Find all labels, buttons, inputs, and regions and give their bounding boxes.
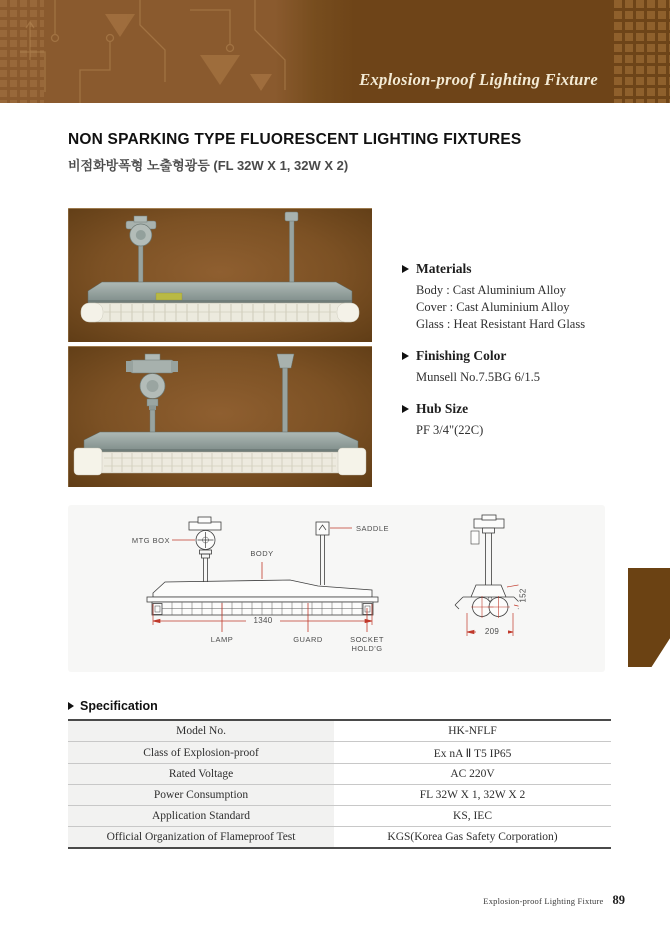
spec-label-cell: Model No. xyxy=(68,720,334,742)
spec-value-cell: AC 220V xyxy=(334,764,611,785)
fixture-photo-1-drawing xyxy=(68,208,372,342)
lamp-tube-assembly xyxy=(74,448,366,475)
width-dimension: 209 xyxy=(476,627,508,636)
socket-label-line1: SOCKET xyxy=(350,635,384,644)
spec-value-cell: Ex nA Ⅱ T5 IP65 xyxy=(334,742,611,764)
section-side-tab xyxy=(628,568,670,667)
finishing-heading xyxy=(402,348,658,364)
spec-value-cell: HK-NFLF xyxy=(448,725,497,737)
product-info-panel xyxy=(402,261,658,454)
material-line: Glass : Heat Resistant Hard Glass xyxy=(416,317,586,331)
header-mosaic-icon xyxy=(614,0,670,103)
spec-value-cell: KS, IEC xyxy=(334,806,611,827)
product-photo-single-lamp xyxy=(68,208,372,342)
finishing-heading-label: Finishing Color xyxy=(416,348,507,363)
socket-holding-label xyxy=(344,635,390,653)
length-dimension: 1340 xyxy=(246,616,280,625)
footer-section-title: Explosion-proof Lighting Fixture xyxy=(483,896,604,906)
spec-value-cell: FL 32W X 1, 32W X 2 xyxy=(334,785,611,806)
product-photo-double-lamp xyxy=(68,346,372,487)
body-label: BODY xyxy=(250,549,274,558)
spec-label-cell: Application Standard xyxy=(68,806,334,827)
rating-label xyxy=(156,293,182,300)
finishing-line: Munsell No.7.5BG 6/1.5 xyxy=(416,370,540,384)
table-row xyxy=(68,742,611,764)
side-view-drawing xyxy=(455,515,522,617)
bullet-arrow-icon xyxy=(402,265,409,273)
fixture-photo-2-drawing xyxy=(68,346,372,487)
bullet-arrow-icon xyxy=(402,352,409,360)
table-row xyxy=(68,806,611,827)
material-line: Cover : Cast Aluminium Alloy xyxy=(416,300,570,314)
hub-heading xyxy=(402,401,658,417)
doc-subtitle: 비점화방폭형 노출형광등 (FL 32W X 1, 32W X 2) xyxy=(68,158,349,173)
socket-label-line2: HOLD'G xyxy=(351,644,383,653)
spec-value-cell: KGS(Korea Gas Safety Corporation) xyxy=(334,827,611,849)
lamp-label: LAMP xyxy=(210,635,234,644)
material-line: Body : Cast Aluminium Alloy xyxy=(416,283,567,297)
spec-label-cell: Official Organization of Flameproof Test xyxy=(68,827,334,849)
fixture-canopy xyxy=(84,432,358,452)
technical-diagram-panel xyxy=(68,505,605,672)
guard-label: GUARD xyxy=(293,635,323,644)
height-dimension: 152 xyxy=(519,582,528,610)
page-header xyxy=(0,0,670,103)
materials-heading xyxy=(402,261,658,277)
header-circuit-pattern-icon xyxy=(0,0,330,103)
bullet-arrow-icon xyxy=(68,702,74,710)
spec-label-cell: Power Consumption xyxy=(68,785,334,806)
materials-block xyxy=(402,261,658,333)
footer-page-number: 89 xyxy=(612,893,625,907)
page-footer xyxy=(483,893,625,908)
finishing-color-block xyxy=(402,348,658,386)
doc-title: NON SPARKING TYPE FLUORESCENT LIGHTING FIXTURES xyxy=(68,131,522,148)
fixture-canopy xyxy=(88,282,352,303)
saddle-label: SADDLE xyxy=(356,524,390,533)
header-title: Explosion-proof Lighting Fixture xyxy=(359,70,598,89)
hanger-rod-left xyxy=(126,216,156,291)
spec-label-cell: Class of Explosion-proof xyxy=(68,742,334,764)
hub-size-block xyxy=(402,401,658,439)
spec-label-cell: Rated Voltage xyxy=(68,764,334,785)
mtg-box-label: MTG BOX xyxy=(131,536,170,545)
specification-heading-label: Specification xyxy=(80,699,158,713)
hub-heading-label: Hub Size xyxy=(416,401,469,416)
specification-table xyxy=(68,719,611,849)
lamp-tube-assembly xyxy=(81,303,359,322)
bullet-arrow-icon xyxy=(402,405,409,413)
hanger-rod-right xyxy=(277,354,294,434)
front-view-drawing xyxy=(147,517,378,615)
table-row xyxy=(68,764,611,785)
table-row xyxy=(68,827,611,849)
table-row xyxy=(68,785,611,806)
specification-heading xyxy=(68,699,158,713)
hanger-rod-left xyxy=(126,354,178,434)
hanger-rod-right xyxy=(285,212,298,291)
hub-line: PF 3/4"(22C) xyxy=(416,423,484,437)
table-row xyxy=(68,720,611,742)
materials-heading-label: Materials xyxy=(416,261,472,276)
